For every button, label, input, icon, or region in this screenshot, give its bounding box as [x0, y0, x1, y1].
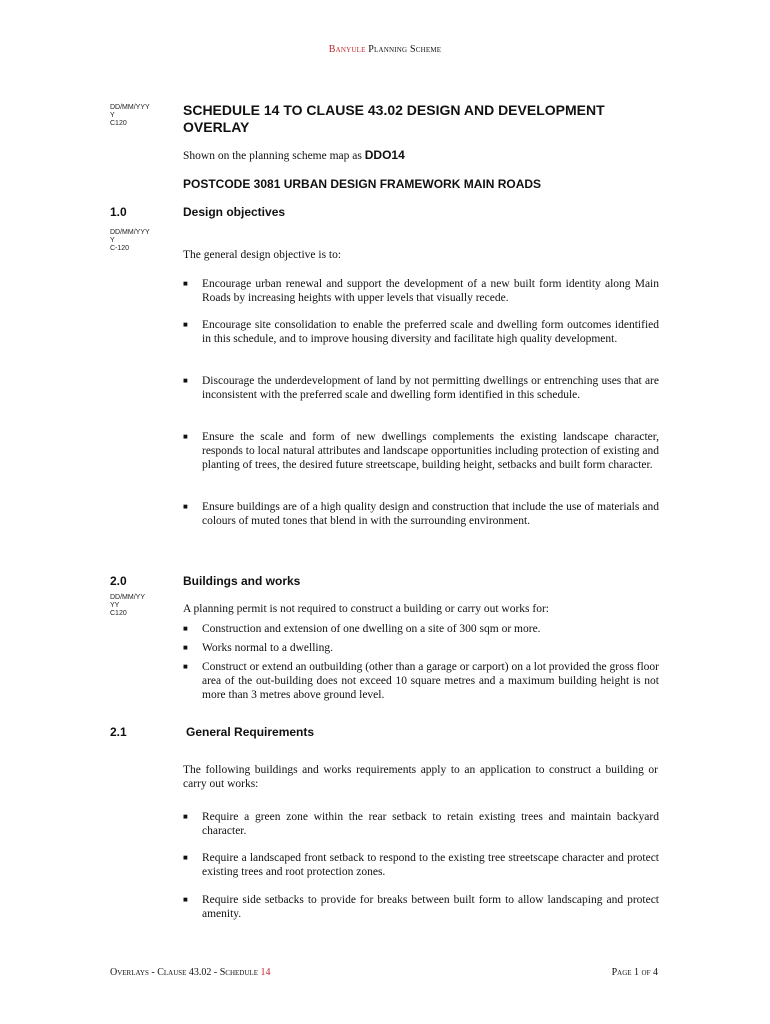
side-line: C120	[110, 610, 127, 617]
side-line: DD/MM/YYY	[110, 229, 150, 236]
side-line: Y	[110, 237, 115, 244]
list-item-text: Discourage the underdevelopment of land by not permitting dwellings or entrenching uses that are inconsistent with the preferred scale and dwelling form identified in this schedule.	[202, 375, 659, 401]
list-item-text: Construction and extension of one dwelling on a site of 300 sqm or more.	[202, 623, 541, 635]
side-line: C-120	[110, 245, 130, 252]
section-number: 1.0	[110, 205, 127, 219]
section-title: Buildings and works	[183, 574, 301, 588]
section-intro: The following buildings and works requirements apply to an application to construct a building or carry out works:	[183, 764, 658, 790]
list-item-text: Encourage site consolidation to enable the preferred scale and dwelling form outcomes identified in this schedule, and to improve housing diversity and facilitate high quality development.	[202, 319, 659, 345]
title-amendment-note	[110, 104, 170, 128]
list-item	[183, 851, 659, 879]
section-number: 2.0	[110, 574, 127, 588]
map-code: DDO14	[364, 148, 405, 162]
list-item-text: Encourage urban renewal and support the development of a new built form identity along Main Roads by increasing heights with upper levels that visually recede.	[202, 278, 659, 304]
bullet-icon: ■	[183, 502, 188, 511]
footer-clause: Overlays - Clause 43.02 - Schedule	[110, 967, 258, 978]
list-item	[183, 893, 659, 921]
list-item	[183, 430, 659, 472]
side-line: Y	[110, 112, 115, 119]
list-item-text: Construct or extend an outbuilding (other than a garage or carport) on a lot provided the gross floor area of the out-building does not exceed 10 square metres and a maximum building height is not more than 3 metres above ground level.	[202, 661, 659, 701]
section-number: 2.1	[110, 725, 127, 739]
side-line: C120	[110, 120, 127, 127]
bullet-icon: ■	[183, 432, 188, 441]
list-item-text: Ensure buildings are of a high quality design and construction that include the use of materials and colours of muted tones that blend in with the surrounding environment.	[202, 501, 659, 527]
bullet-icon: ■	[183, 812, 188, 821]
footer-left	[110, 967, 270, 978]
section-intro: A planning permit is not required to construct a building or carry out works for:	[183, 603, 550, 615]
list-item	[183, 641, 659, 655]
header-banyule: Banyule	[328, 44, 366, 55]
section-title: General Requirements	[186, 725, 315, 739]
bullet-icon: ■	[183, 376, 188, 385]
map-reference-text: Shown on the planning scheme map as	[183, 150, 362, 162]
bullet-icon: ■	[183, 853, 188, 862]
section-title: Design objectives	[183, 205, 286, 219]
header-planning-scheme: Planning Scheme	[368, 44, 442, 55]
list-item	[183, 318, 659, 346]
bullet-icon: ■	[183, 624, 188, 633]
list-item-text: Ensure the scale and form of new dwellings complements the existing landscape character, responds to local natural attributes and landscape opportunities including protection of existing and planting of trees, the desired future streetscape, building height, setbacks and built form character.	[202, 431, 659, 471]
list-item	[183, 622, 659, 636]
list-item-text: Works normal to a dwelling.	[202, 642, 333, 654]
side-line: YY	[110, 602, 120, 609]
list-item-text: Require a green zone within the rear setback to retain existing trees and maintain backyard character.	[202, 811, 659, 837]
bullet-icon: ■	[183, 279, 188, 288]
list-item	[183, 810, 659, 838]
section-amendment-note	[110, 229, 170, 253]
page-number: Page 1 of 4	[611, 967, 658, 978]
schedule-title: SCHEDULE 14 TO CLAUSE 43.02 DESIGN AND DEVELOPMENT OVERLAY	[183, 102, 605, 135]
bullet-icon: ■	[183, 895, 188, 904]
side-line: DD/MM/YY	[110, 594, 145, 601]
list-item	[183, 500, 659, 528]
footer-schedule-number: 14	[260, 967, 271, 978]
framework-heading: POSTCODE 3081 URBAN DESIGN FRAMEWORK MAIN ROADS	[183, 177, 542, 191]
list-item-text: Require a landscaped front setback to respond to the existing tree streetscape character and protect existing trees and root protection zones.	[202, 852, 659, 878]
list-item	[183, 374, 659, 402]
list-item	[183, 660, 659, 702]
map-reference	[183, 148, 658, 163]
list-item	[183, 277, 659, 305]
section-intro: The general design objective is to:	[183, 249, 342, 261]
bullet-icon: ■	[183, 320, 188, 329]
bullet-icon: ■	[183, 643, 188, 652]
list-item-text: Require side setbacks to provide for breaks between built form to allow landscaping and protect amenity.	[202, 894, 659, 920]
bullet-icon: ■	[183, 662, 188, 671]
side-line: DD/MM/YYY	[110, 104, 150, 111]
section-amendment-note	[110, 594, 170, 618]
page-header	[0, 44, 770, 55]
